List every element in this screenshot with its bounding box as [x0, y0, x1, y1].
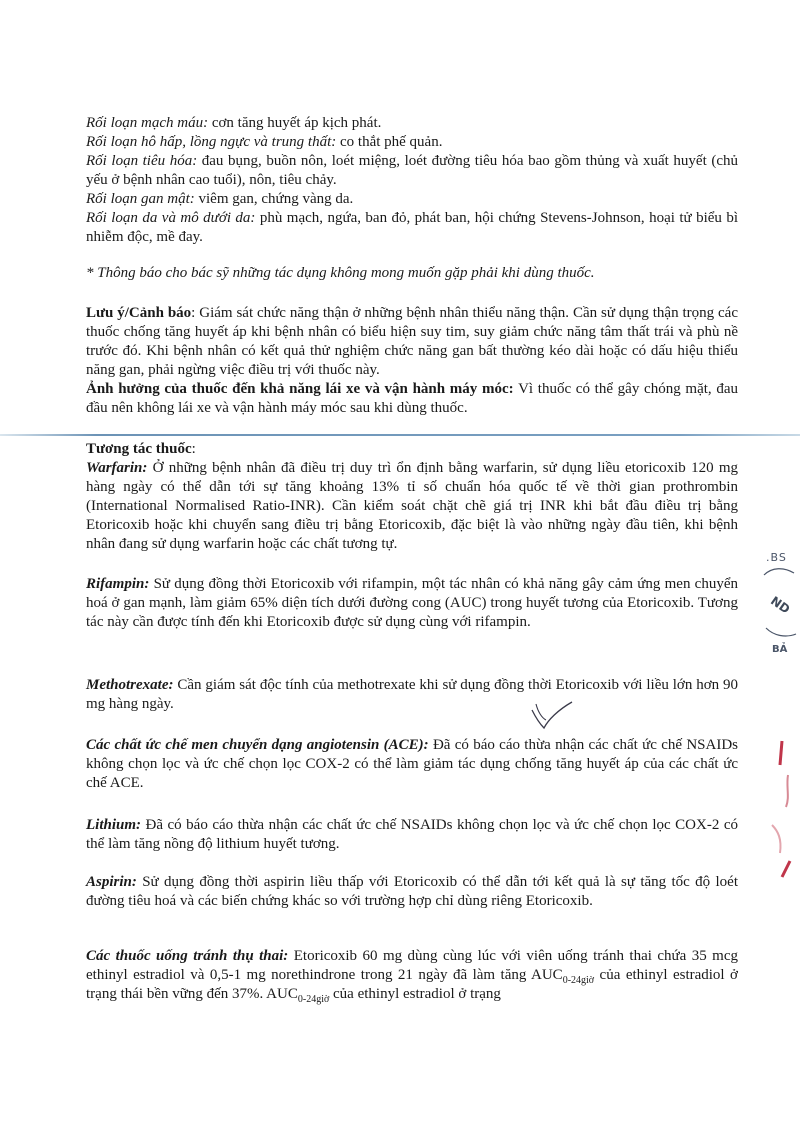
- section-divider: [0, 434, 800, 436]
- contraceptive-block: [86, 947, 738, 1004]
- contraceptive-paragraph: Các thuốc uống tránh thụ thai: Etoricoxib 60 mg dùng cùng lúc với viên uống tránh thai chứa 35 mcg ethinyl estradiol và 0,5-1 mg norethindrone trong 21 ngày đã làm tăng $AUC_{0-24giờ}$ của ethinyl estradiol ở trạng thái bền vững đến 37%. $AUC_{0-24giờ}$ của ethinyl estradiol ở trạng: [86, 948, 738, 1005]
- warnings-paragraph: Lưu ý/Cảnh báo: Giám sát chức năng thận ở những bệnh nhân thiểu năng thận. Cần sử dụng thận trọng các thuốc chống tăng huyết áp khi bệnh nhân có biểu hiện suy tim, suy giảm chức năng tâm thất trái và phù nề trước đó. Khi bệnh nhân có kết quả thử nghiệm chức năng gan bất thường kéo dài hoặc có dấu hiệu thiểu năng gan, phải ngừng việc điều trị với thuốc này.: [86, 305, 738, 378]
- aspirin-paragraph: Aspirin: Sử dụng đồng thời aspirin liều thấp với Etoricoxib có thể dẫn tới kết quả là sự tăng tốc độ loét đường tiêu hoá và các biến chứng khác so với trường hợp chỉ dùng riêng Etoricoxib.: [86, 874, 738, 909]
- ace-block: [86, 736, 738, 793]
- adverse-effects-section: [86, 114, 738, 247]
- skin-disorders: Rối loạn da và mô dưới da: phù mạch, ngứa, ban đỏ, phát ban, hội chứng Stevens-Johnson, hoại tử biểu bì nhiễm độc, mề đay.: [86, 210, 738, 245]
- vascular-disorders: Rối loạn mạch máu: cơn tăng huyết áp kịch phát.: [86, 115, 382, 131]
- gi-disorders: Rối loạn tiêu hóa: đau bụng, buồn nôn, loét miệng, loét đường tiêu hóa bao gồm thủng và xuất huyết (chủ yếu ở bệnh nhân cao tuổi), nôn, tiêu chảy.: [86, 153, 738, 188]
- interactions-heading: Tương tác thuốc:: [86, 441, 196, 457]
- rifampin-block: [86, 575, 738, 632]
- methotrexate-block: [86, 676, 738, 714]
- stamp-fragment-2: ND: [768, 593, 793, 617]
- warfarin-paragraph: Warfarin: Ở những bệnh nhân đã điều trị duy trì ổn định bằng warfarin, sử dụng liều etoricoxib 120 mg hàng ngày có thể dẫn tới sự tăng khoảng 13% tỉ số chuẩn hóa quốc tế về thời gian prothrombin (International Normalised Ratio-INR). Cần kiểm soát chặt chẽ giá trị INR khi bắt đầu điều trị bằng Etoricoxib hoặc khi chuyển sang điều trị bằng Etoricoxib, đặc biệt là vào những ngày đầu tiên, khi bệnh nhân đang sử dụng warfarin hoặc các chất tương tự.: [86, 460, 738, 552]
- lithium-block: [86, 816, 738, 854]
- stamp-fragment-3: BẢ: [772, 644, 788, 655]
- adverse-notice: * Thông báo cho bác sỹ những tác dụng không mong muốn gặp phải khi dùng thuốc.: [86, 265, 595, 281]
- red-ink-marks: [760, 735, 800, 885]
- interactions-section: [86, 440, 738, 554]
- stamp-curve-icon: [764, 624, 798, 640]
- respiratory-disorders: Rối loạn hô hấp, lồng ngực và trung thất: co thắt phế quản.: [86, 134, 443, 150]
- lithium-paragraph: Lithium: Đã có báo cáo thừa nhận các chất ức chế NSAIDs không chọn lọc và ức chế chọn lọc COX-2 có thể làm tăng nồng độ lithium huyết tương.: [86, 817, 738, 852]
- rifampin-paragraph: Rifampin: Sử dụng đồng thời Etoricoxib với rifampin, một tác nhân có khả năng gây cảm ứng men chuyển hoá ở gan mạnh, làm giảm 65% diện tích dưới đường cong (AUC) trong huyết tương của Etoricoxib. Tương tác này cần được tính đến khi Etoricoxib được sử dụng cùng với rifampin.: [86, 576, 738, 630]
- handwritten-check-mark: [528, 700, 576, 736]
- methotrexate-paragraph: Methotrexate: Cần giám sát độc tính của methotrexate khi sử dụng đồng thời Etoricoxib với liều lớn hơn 90 mg hàng ngày.: [86, 677, 738, 712]
- stamp-fragment-1: .BS: [766, 551, 787, 564]
- warnings-label: Lưu ý/Cảnh báo: [86, 305, 192, 321]
- aspirin-block: [86, 873, 738, 911]
- driving-paragraph: Ảnh hưởng của thuốc đến khả năng lái xe và vận hành máy móc: Vì thuốc có thể gây chóng mặt, đau đầu nên không lái xe và vận hành máy móc sau khi dùng thuốc.: [86, 381, 738, 416]
- ace-paragraph: Các chất ức chế men chuyển dạng angiotensin (ACE): Đã có báo cáo thừa nhận các chất ức chế NSAIDs không chọn lọc và ức chế chọn lọc COX-2 có thể làm giảm tác dụng chống tăng huyết áp của các chất ức chế ACE.: [86, 737, 738, 791]
- stamp-curve-icon: [762, 565, 796, 579]
- driving-label: Ảnh hưởng của thuốc đến khả năng lái xe và vận hành máy móc:: [86, 381, 514, 397]
- warnings-section: [86, 304, 738, 418]
- liver-disorders: Rối loạn gan mật: viêm gan, chứng vàng da.: [86, 191, 354, 207]
